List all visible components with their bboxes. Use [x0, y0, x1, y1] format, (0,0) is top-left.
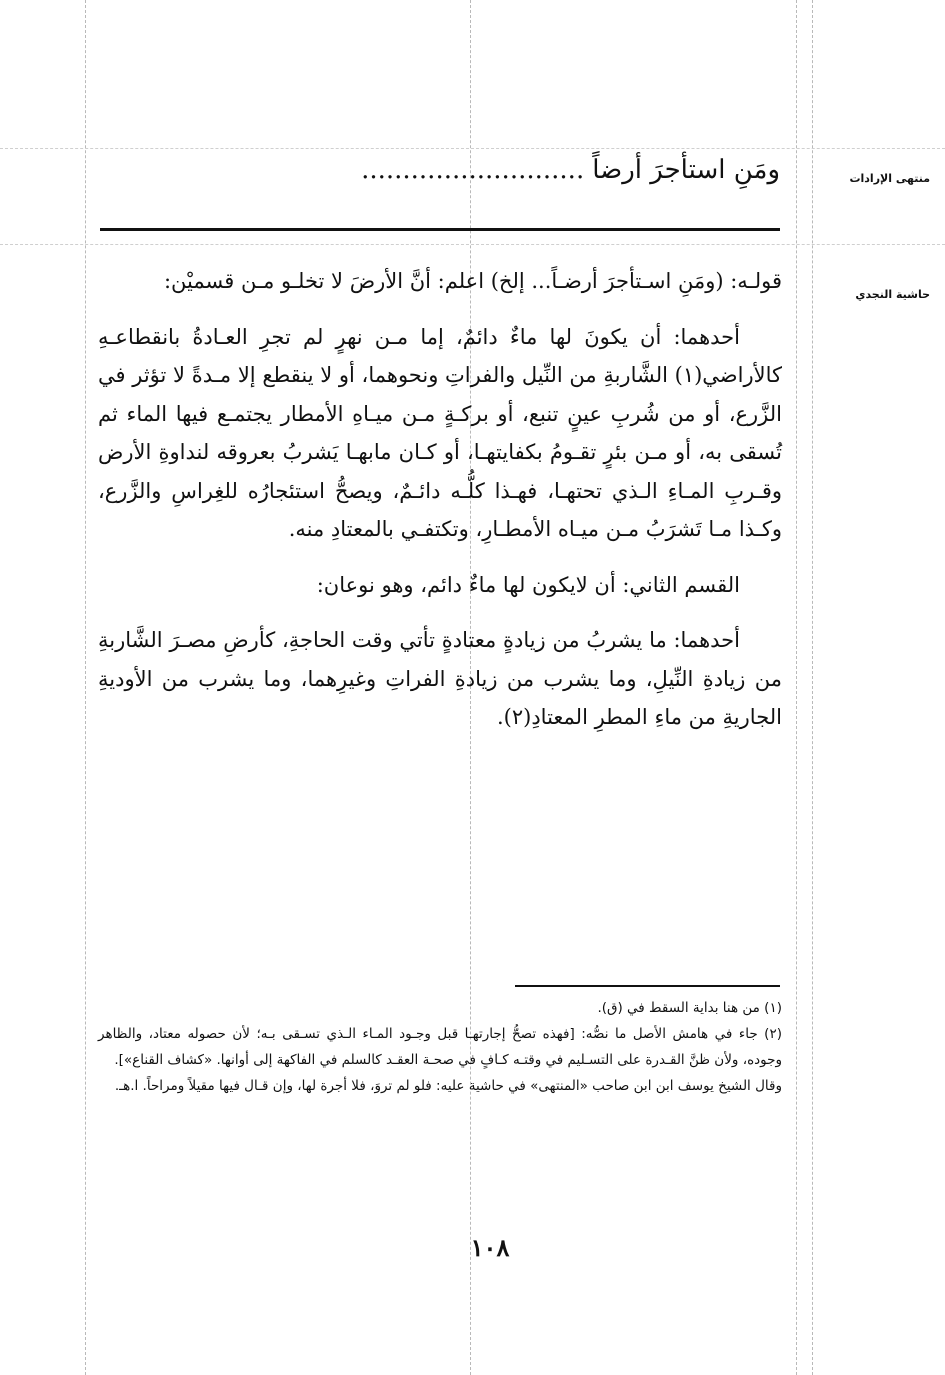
commentary-title-label: حاشية النجدي: [855, 288, 930, 301]
paragraph: أحدهما: ما يشربُ من زيادةٍ معتادةٍ تأتي وقت الحاجةِ، كأرضِ مصـرَ الشَّاربةِ من زيادةِ النِّيلِ، وما يشرب من زيادةِ الفراتِ وغيرِهما، وما يشرب من الأوديةِ الجاريةِ من ماءِ المطرِ المعتادِ(٢).: [98, 628, 782, 729]
header-dots: ...........................: [361, 155, 585, 185]
paragraph: قولـه: (ومَنِ اسـتأجرَ أرضـاً... إلخ) اعلم: أنَّ الأرضَ لا تخلـو مـن قسميْن:: [163, 269, 782, 293]
footnote-rule: [515, 985, 780, 987]
guide-line: [812, 0, 813, 1375]
guide-line: [0, 148, 945, 149]
footnote: وقال الشيخ يوسف ابن ابن صاحب «المنتهى» في حاشية عليه: فلو لم تروَ، فلا أجرة لها، وإن قـال فيها مقيلاً ومراحاً. ا.هـ.: [114, 1078, 782, 1094]
header-text: ومَنِ استأجرَ أرضاً: [592, 155, 780, 185]
guide-line: [796, 0, 797, 1375]
footnote: (٢) جاء في هامش الأصل ما نصُّه: [فهذه تصحُّ إجارتهـا قبل وجـود المـاء الـذي تسـقى بـه؛ لأن حصوله معتاد، والظاهر وجوده، ولأن ظنَّ القـدرة على التسـليم في وقتـه كـافٍ في صحـة العقـد كالسلم في الفاكهة إلى أوانها. «كشاف القناع»].: [98, 1026, 782, 1068]
paragraph: أحدهما: أن يكونَ لها ماءٌ دائمٌ، إما مـن نهرٍ لم تجرِ العـادةُ بانقطاعـهِ كالأراضي(١) الشَّاربةِ من النِّيل والفراتِ ونحوهما، أو لا ينقطع إلا مـدةً لا تؤثر في الزَّرع، أو من شُربِ عينٍ تنبع، أو بركـةٍ مـن ميـاهِ الأمطار يجتمـع فيها الماء ثم تُسقى به، أو مـن بئرٍ تقـومُ بكفايتهـا، أو كـان مابهـا يَشربُ بعروقه لنداوةِ الأرض وقـربِ المـاءِ الـذي تحتهـا، فهـذا كلُّـه دائـمٌ، ويصحُّ استئجارُه للغِراسِ والزَّرع، وكـذا مـا تَشرَبُ مـن ميـاه الأمطـارِ، وتكتفـي بالمعتادِ منه.: [98, 324, 782, 541]
running-header: [100, 155, 780, 185]
book-title-label: منتهى الإرادات: [849, 172, 930, 185]
paragraph: القسم الثاني: أن لايكون لها ماءٌ دائم، وهو نوعان:: [316, 572, 740, 597]
guide-line: [0, 244, 945, 245]
header-rule: [100, 228, 780, 231]
main-text: [98, 262, 782, 754]
footnote: (١) من هنا بداية السقط في (ق).: [597, 1000, 782, 1016]
page-number: ١٠٨: [470, 1233, 510, 1262]
guide-line: [85, 0, 86, 1375]
footnotes: [98, 995, 782, 1099]
